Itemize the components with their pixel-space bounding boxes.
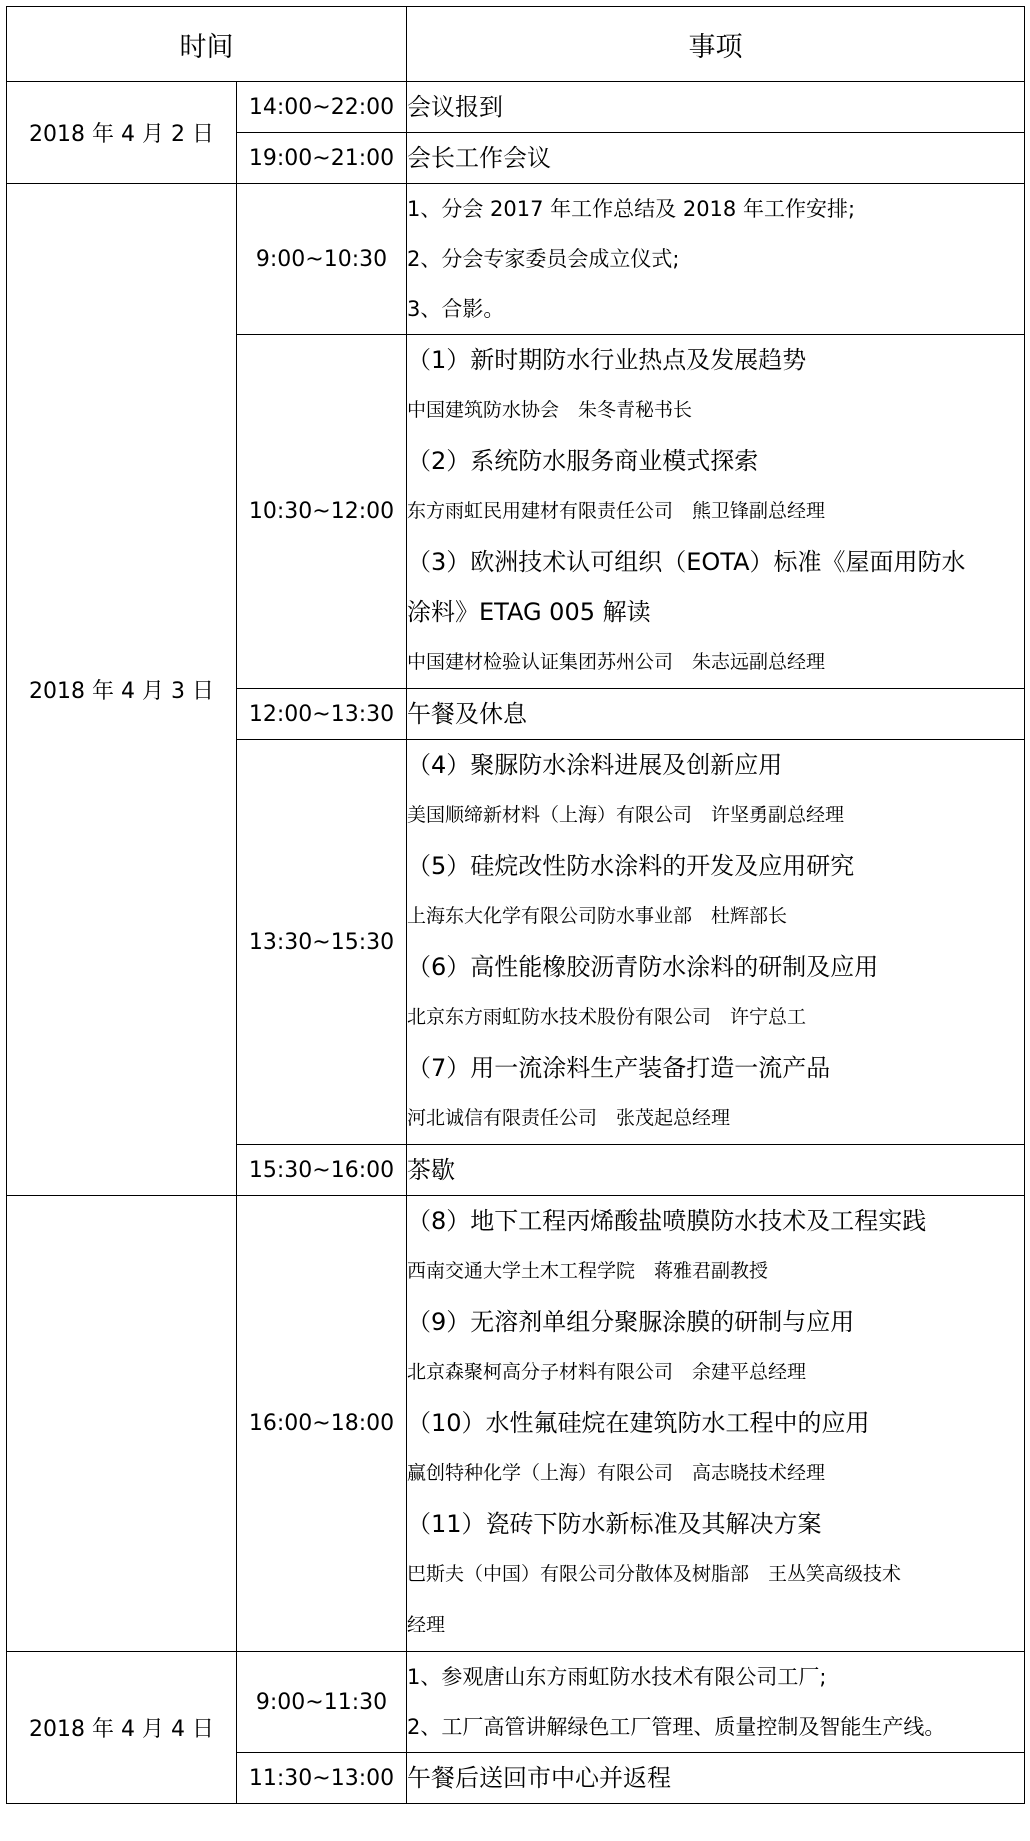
event-line: 北京森聚柯高分子材料有限公司 余建平总经理 — [407, 1361, 807, 1383]
event-line: 北京东方雨虹防水技术股份有限公司 许宁总工 — [407, 1006, 807, 1028]
event-line: 美国顺缔新材料（上海）有限公司 许坚勇副总经理 — [407, 804, 845, 826]
event-line: 巴斯夫（中国）有限公司分散体及树脂部 王丛笑高级技术 — [407, 1563, 902, 1585]
event-cell — [407, 1753, 1025, 1804]
event-line: （10）水性氟硅烷在建筑防水工程中的应用 — [407, 1409, 870, 1437]
event-line: 经理 — [407, 1614, 446, 1636]
event-line: 中国建材检验认证集团苏州公司 朱志远副总经理 — [407, 651, 826, 673]
event-line: 1、分会 2017 年工作总结及 2018 年工作安排; — [407, 197, 856, 221]
event-line: 午餐及休息 — [407, 700, 527, 728]
event-line: （11）瓷砖下防水新标准及其解决方案 — [407, 1510, 822, 1538]
event-line: 茶歇 — [407, 1156, 455, 1184]
date-cell: 2018 年 4 月 2 日 — [7, 82, 237, 184]
time-cell: 9:00~11:30 — [237, 1652, 407, 1753]
event-line: （1）新时期防水行业热点及发展趋势 — [407, 346, 807, 374]
event-line: （7）用一流涂料生产装备打造一流产品 — [407, 1054, 831, 1082]
event-line: 河北诚信有限责任公司 张茂起总经理 — [407, 1107, 731, 1129]
event-cell — [407, 1145, 1025, 1196]
event-cell — [407, 689, 1025, 740]
event-cell — [407, 335, 1025, 689]
event-line: 中国建筑防水协会 朱冬青秘书长 — [407, 399, 693, 421]
event-line: （3）欧洲技术认可组织（EOTA）标准《屋面用防水 — [407, 548, 966, 576]
event-line: （6）高性能橡胶沥青防水涂料的研制及应用 — [407, 953, 879, 981]
event-line: 会议报到 — [407, 93, 503, 121]
event-line: （8）地下工程丙烯酸盐喷膜防水技术及工程实践 — [407, 1207, 927, 1235]
time-cell: 9:00~10:30 — [237, 184, 407, 335]
event-line: （5）硅烷改性防水涂料的开发及应用研究 — [407, 852, 855, 880]
event-cell — [407, 184, 1025, 335]
schedule-body — [7, 82, 1025, 1804]
event-line: 涂料》ETAG 005 解读 — [407, 598, 651, 626]
event-line: （2）系统防水服务商业模式探索 — [407, 447, 759, 475]
event-line: （9）无溶剂单组分聚脲涂膜的研制与应用 — [407, 1308, 855, 1336]
event-cell — [407, 740, 1025, 1145]
event-line: 3、合影。 — [407, 297, 505, 321]
event-line: 东方雨虹民用建材有限责任公司 熊卫锋副总经理 — [407, 500, 826, 522]
event-cell — [407, 133, 1025, 184]
header-row — [7, 7, 1025, 82]
date-cell: 2018 年 4 月 3 日 — [7, 184, 237, 1196]
event-line: 1、参观唐山东方雨虹防水技术有限公司工厂; — [407, 1665, 827, 1689]
event-line: 午餐后送回市中心并返程 — [407, 1764, 671, 1792]
time-cell: 10:30~12:00 — [237, 335, 407, 689]
event-cell — [407, 1196, 1025, 1652]
event-cell — [407, 82, 1025, 133]
event-line: 会长工作会议 — [407, 144, 551, 172]
schedule-table — [6, 6, 1025, 1804]
time-cell: 14:00~22:00 — [237, 82, 407, 133]
time-cell: 12:00~13:30 — [237, 689, 407, 740]
header-time: 时间 — [7, 7, 407, 82]
time-cell: 13:30~15:30 — [237, 740, 407, 1145]
event-line: 西南交通大学土木工程学院 蒋雅君副教授 — [407, 1260, 769, 1282]
header-item: 事项 — [407, 7, 1025, 82]
date-cell — [7, 1196, 237, 1652]
table-row — [7, 184, 1025, 335]
date-cell: 2018 年 4 月 4 日 — [7, 1652, 237, 1804]
time-cell: 19:00~21:00 — [237, 133, 407, 184]
event-cell — [407, 1652, 1025, 1753]
event-line: 上海东大化学有限公司防水事业部 杜辉部长 — [407, 905, 788, 927]
time-cell: 15:30~16:00 — [237, 1145, 407, 1196]
table-row — [7, 1196, 1025, 1652]
table-row — [7, 82, 1025, 133]
event-line: 2、分会专家委员会成立仪式; — [407, 247, 680, 271]
time-cell: 16:00~18:00 — [237, 1196, 407, 1652]
event-line: （4）聚脲防水涂料进展及创新应用 — [407, 751, 783, 779]
event-line: 赢创特种化学（上海）有限公司 高志晓技术经理 — [407, 1462, 826, 1484]
table-row — [7, 1652, 1025, 1753]
event-line: 2、工厂高管讲解绿色工厂管理、质量控制及智能生产线。 — [407, 1715, 946, 1739]
time-cell: 11:30~13:00 — [237, 1753, 407, 1804]
